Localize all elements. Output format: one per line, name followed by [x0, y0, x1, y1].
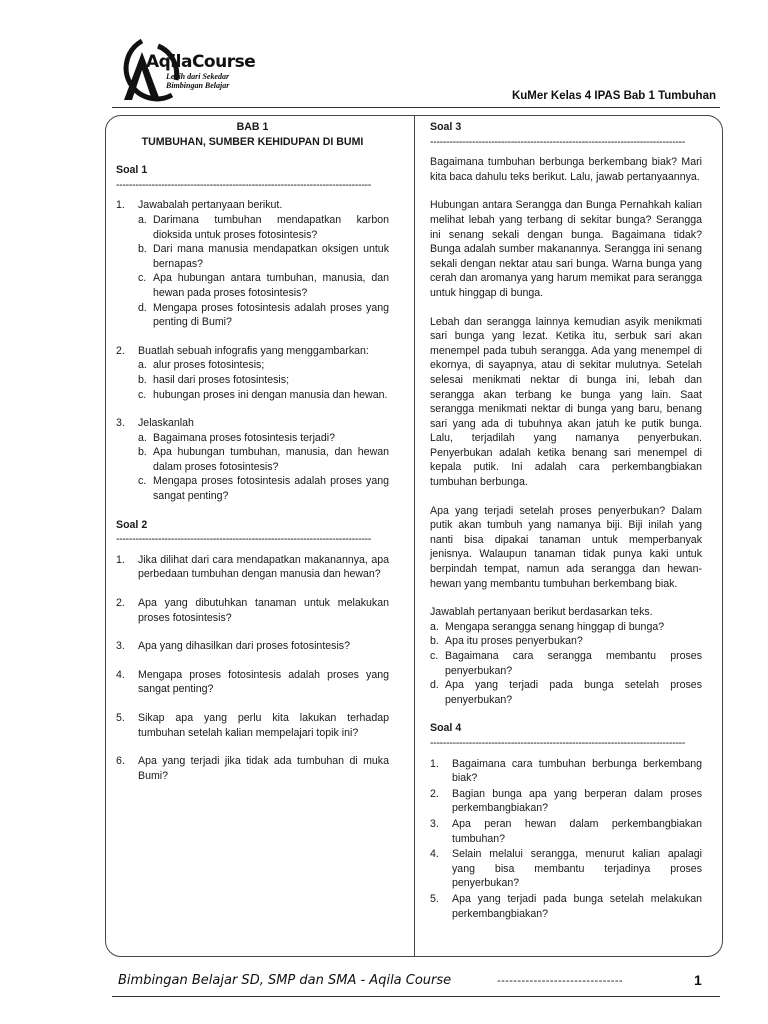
soal-2-heading: Soal 2 — [116, 518, 148, 531]
column-divider — [414, 115, 415, 957]
right-column — [430, 120, 702, 922]
dash-separator: ------------------------------------------------------------------------------- — [116, 533, 371, 546]
question-item — [116, 198, 389, 329]
soal-3-prompt: Jawablah pertanyaan berikut berdasarkan teks. — [430, 606, 653, 619]
question-number: 1. — [116, 553, 125, 566]
sub-letter: d. — [430, 679, 439, 692]
question-item — [116, 553, 389, 582]
sub-question-list — [138, 431, 389, 504]
sub-letter: a. — [430, 620, 439, 633]
sub-question-item — [138, 373, 389, 388]
left-column — [116, 120, 389, 797]
question-item — [116, 596, 389, 625]
sub-letter: b. — [138, 373, 147, 386]
question-text: Apa yang dibutuhkan tanaman untuk melakukan proses fotosintesis? — [138, 597, 389, 624]
sub-question-item — [430, 678, 702, 707]
question-item — [116, 668, 389, 697]
brand-name: AqilaCourse — [146, 52, 256, 72]
question-text: Buatlah sebuah infografis yang menggambarkan: — [138, 344, 369, 357]
sub-question-item — [138, 213, 389, 242]
question-number: 5. — [116, 712, 125, 724]
sub-question-item — [138, 474, 389, 503]
sub-text: Mengapa proses fotosintesis adalah proses yang sangat penting? — [153, 475, 389, 503]
sub-question-item — [138, 242, 389, 271]
sub-question-item — [138, 271, 389, 300]
sub-question-item — [430, 649, 702, 678]
sub-letter: a. — [138, 359, 147, 372]
sub-text: alur proses fotosintesis; — [153, 359, 265, 372]
soal-4-list — [430, 757, 702, 922]
question-text: Apa yang terjadi jika tidak ada tumbuhan di muka Bumi? — [138, 755, 389, 782]
sub-text: Darimana tumbuhan mendapatkan karbon dioksida untuk proses fotosintesis? — [153, 213, 389, 241]
sub-text: hubungan proses ini dengan manusia dan hewan. — [153, 388, 388, 401]
sub-letter: c. — [138, 475, 147, 488]
sub-text: Apa hubungan antara tumbuhan, manusia, dan hewan pada proses fotosintesis? — [153, 272, 389, 299]
question-text: Bagian bunga apa yang berperan dalam proses perkembangbiakan? — [452, 787, 702, 815]
page-header-title: KuMer Kelas 4 IPAS Bab 1 Tumbuhan — [511, 90, 716, 102]
question-item — [116, 711, 389, 740]
sub-letter: c. — [138, 388, 147, 401]
sub-question-list — [138, 358, 389, 402]
question-item — [430, 847, 702, 891]
soal-1-list — [116, 198, 389, 503]
sub-text: Bagaimana cara serangga membantu proses penyerbukan? — [445, 650, 702, 677]
logo-text — [146, 52, 255, 90]
sub-question-item — [138, 431, 389, 446]
sub-question-item — [430, 634, 702, 649]
question-number: 2. — [116, 344, 125, 357]
sub-question-item — [430, 620, 702, 635]
question-text: Apa yang dihasilkan dari proses fotosintesis? — [138, 640, 350, 653]
sub-question-item — [138, 301, 389, 330]
question-item — [116, 639, 389, 654]
question-number: 3. — [116, 640, 125, 653]
soal-3-sub-list — [430, 620, 702, 708]
question-item — [116, 344, 389, 402]
sub-text: Mengapa proses fotosintesis adalah proses yang penting di Bumi? — [153, 301, 389, 329]
sub-letter: d. — [138, 301, 147, 314]
sub-letter: c. — [430, 650, 439, 662]
question-item — [116, 416, 389, 504]
sub-text: Dari mana manusia mendapatkan oksigen untuk bernapas? — [153, 243, 389, 270]
question-number: 3. — [430, 817, 439, 830]
dash-separator: ------------------------------------------------------------------------------- — [430, 135, 685, 148]
question-number: 4. — [116, 668, 125, 681]
question-item — [430, 892, 702, 921]
soal-3-heading: Soal 3 — [430, 121, 462, 133]
question-number: 5. — [430, 892, 439, 905]
question-item — [430, 757, 702, 786]
sub-text: Mengapa serangga senang hinggap di bunga? — [445, 620, 665, 633]
sub-question-list — [138, 213, 389, 330]
question-text: Selain melalui serangga, menurut kalian apalagi yang bisa membantu terjadinya proses penyerbukan? — [452, 848, 702, 890]
footer-text: Bimbingan Belajar SD, SMP dan SMA - Aqila Course — [118, 973, 452, 988]
question-number: 6. — [116, 755, 125, 768]
question-text: Apa peran hewan dalam perkembangbiakan tumbuhan? — [452, 817, 702, 845]
question-item — [116, 754, 389, 783]
question-number: 2. — [430, 787, 439, 800]
sub-text: Apa yang terjadi pada bunga setelah proses penyerbukan? — [445, 679, 702, 706]
soal-3-intro: Bagaimana tumbuhan berbunga berkembang biak? Mari kita baca dahulu teks berikut. Lalu, jawab pertanyaannya. — [430, 156, 702, 183]
soal-1-heading: Soal 1 — [116, 164, 148, 177]
question-item — [430, 787, 702, 816]
dash-separator: ------------------------------------------------------------------------------- — [430, 736, 685, 749]
footer-rule — [112, 996, 720, 997]
question-number: 1. — [430, 757, 439, 770]
question-text: Jelaskanlah — [138, 417, 194, 430]
soal-2-list — [116, 553, 389, 784]
sub-text: Apa hubungan tumbuhan, manusia, dan hewan dalam proses fotosintesis? — [153, 446, 389, 473]
question-item — [430, 817, 702, 846]
question-text: Jawabalah pertanyaan berikut. — [138, 199, 283, 212]
reading-paragraph-2: Lebah dan serangga lainnya kemudian asyik menikmati sari bunga yang lezat. Ketika itu, serbuk sari akan menempel pada tubuh serangga. Ada yang menempel di ekornya, di sayapnya, atau di sekitar mulutnya. Setelah selesai menikmati nektar di bunga ini, lebah dan serangga akan terbang ke bunga yang lain. Saat serangga menikmati nektar di bunga yang baru, benang sari yang ada di tubuhnya akan jatuh ke putik bunga. Lalu, terjadilah yang namanya penyerbukan. Penyerbukan adalah ketika benang sari menempel di kepala putik. Ini adalah cara perkembangbiakan tumbuhan berbunga. — [430, 315, 702, 489]
reading-paragraph-1: Hubungan antara Serangga dan Bunga Pernahkah kalian melihat lebah yang terbang di sekitar bunga? Serangga ini senang sekali dengan bunga. Bagaimana tidak? Bunga adalah sumber makanannya. Serangga ini senang sekali dengan nektar atau sari bunga. Warna bunga yang cerah dan aromanya yang harum memikat para serangga untuk hinggap di bunga. — [430, 199, 702, 299]
question-number: 3. — [116, 417, 125, 430]
sub-question-item — [138, 445, 389, 474]
sub-text: Bagaimana proses fotosintesis terjadi? — [153, 431, 335, 444]
brand-tagline-2: Bimbingan Belajar — [166, 81, 230, 90]
question-text: Bagaimana cara tumbuhan berbunga berkembang biak? — [452, 757, 702, 785]
sub-text: Apa itu proses penyerbukan? — [445, 635, 583, 648]
sub-question-item — [138, 388, 389, 403]
sub-text: hasil dari proses fotosintesis; — [153, 373, 290, 386]
sub-letter: b. — [138, 446, 147, 459]
footer-dashes: ------------------------------- — [497, 975, 623, 987]
reading-paragraph-3: Apa yang terjadi setelah proses penyerbukan? Dalam putik akan tumbuh yang namanya biji. Biji inilah yang nanti bisa dipakai tanaman untuk memperbanyak jenisnya. Walaupun tanaman tidak punya kaki untuk berpindah tempat, namun ada serangga dan hewan-hewan yang membantu tumbuhan berkembang biak. — [430, 504, 702, 590]
aqila-course-logo — [118, 38, 256, 104]
sub-letter: a. — [138, 431, 147, 444]
page-number: 1 — [694, 972, 702, 988]
question-number: 4. — [430, 848, 439, 861]
chapter-number: BAB 1 — [236, 121, 269, 133]
question-text: Sikap apa yang perlu kita lakukan terhadap tumbuhan setelah kalian mempelajari topik ini? — [138, 712, 389, 739]
question-number: 1. — [116, 199, 125, 212]
sub-letter: a. — [138, 213, 147, 226]
soal-4-heading: Soal 4 — [430, 722, 462, 735]
question-text: Jika dilihat dari cara mendapatkan makanannya, apa perbedaan tumbuhan dengan manusia dan hewan? — [138, 553, 389, 581]
question-text: Mengapa proses fotosintesis adalah proses yang sangat penting? — [138, 668, 389, 696]
question-number: 2. — [116, 597, 125, 610]
sub-letter: c. — [138, 272, 147, 285]
question-text: Apa yang terjadi pada bunga setelah melakukan perkembangbiakan? — [452, 892, 702, 920]
chapter-title: TUMBUHAN, SUMBER KEHIDUPAN DI BUMI — [141, 135, 364, 148]
header-rule — [112, 107, 720, 108]
sub-question-item — [138, 358, 389, 373]
dash-separator: ------------------------------------------------------------------------------- — [116, 178, 371, 191]
sub-letter: b. — [138, 243, 147, 256]
sub-letter: b. — [430, 635, 439, 648]
brand-tagline-1: Lebih dari Sekedar — [166, 72, 230, 81]
